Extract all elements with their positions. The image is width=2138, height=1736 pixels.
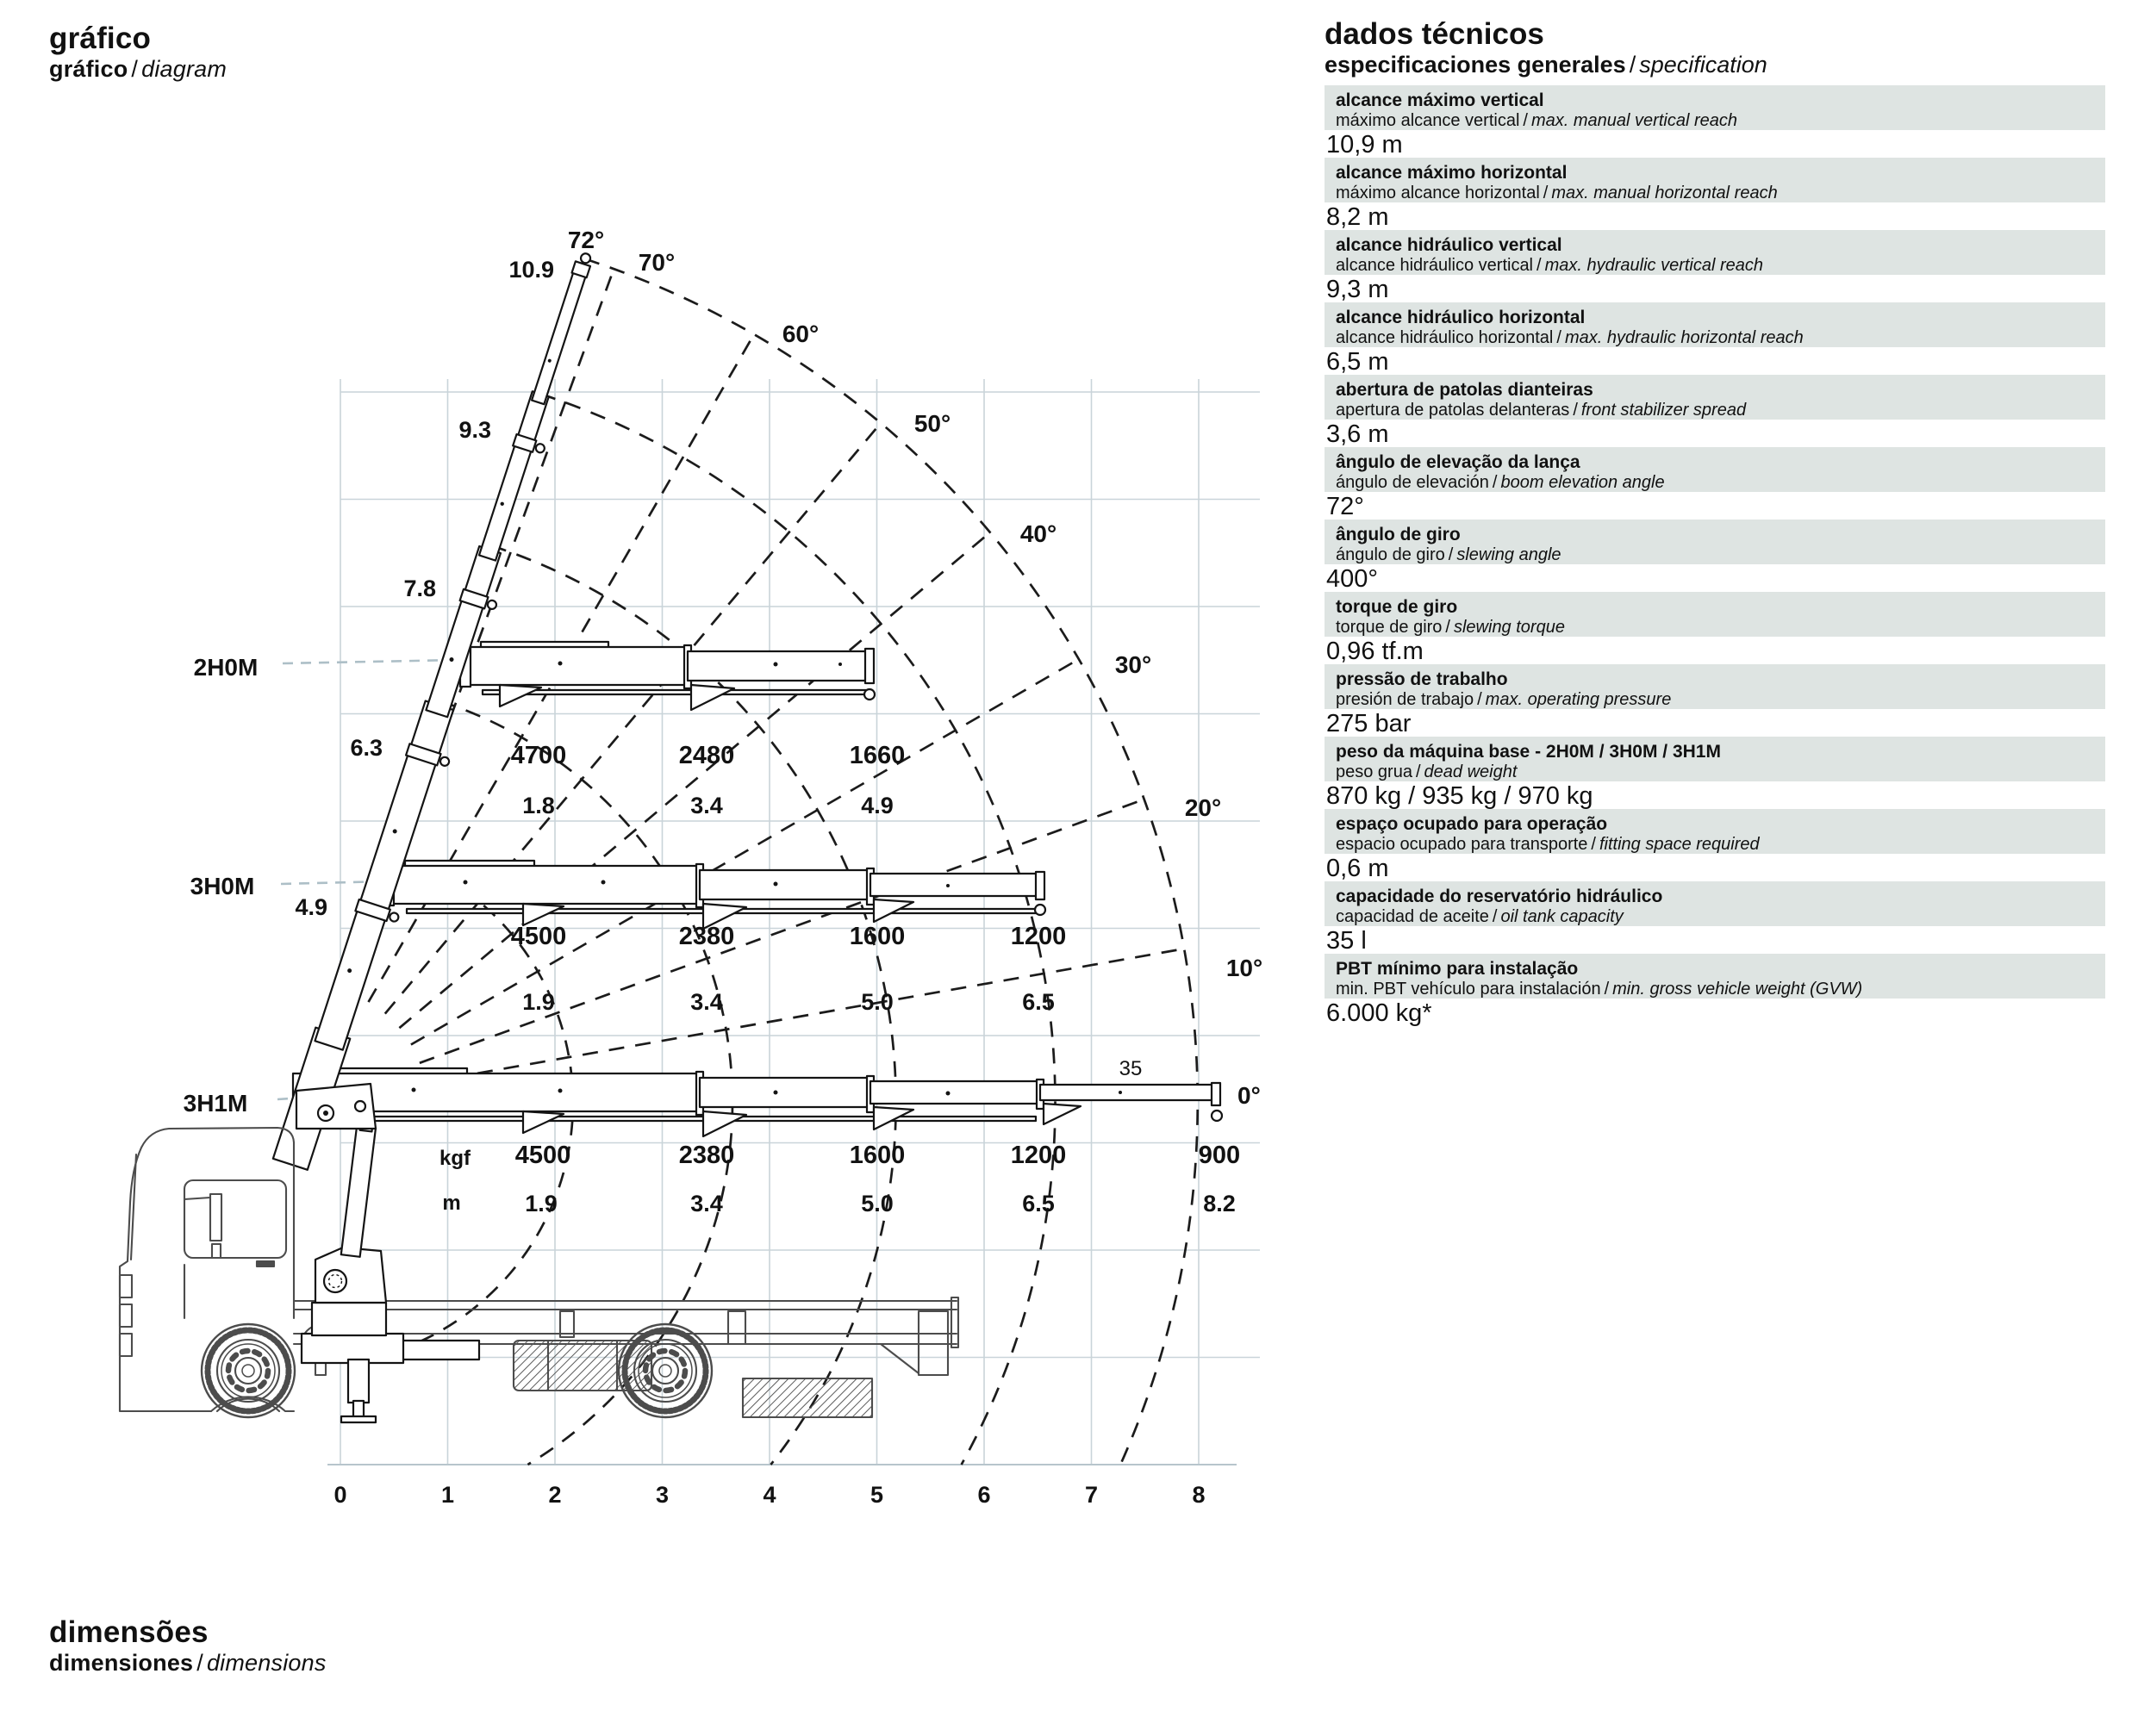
spec-label-en: max. manual vertical reach (1530, 111, 1737, 131)
distance-value: 1.8 (522, 793, 555, 818)
spec-row (1325, 447, 2105, 520)
axis-tick: 2 (548, 1482, 562, 1508)
distance-value: 8.2 (1203, 1191, 1236, 1216)
specs-subtitle-es: especificaciones generales (1325, 51, 1626, 78)
boom-2h0m (460, 642, 875, 710)
unit-label-distance: m (442, 1192, 461, 1215)
spec-label-translations (1336, 618, 2094, 638)
height-label: 4.9 (295, 894, 327, 920)
load-value: 4500 (514, 1142, 571, 1169)
separator: / (1448, 545, 1454, 565)
load-value: 4500 (510, 923, 567, 950)
spec-row (1325, 954, 2105, 1026)
spec-label (1325, 230, 2105, 275)
spec-label-es: máximo alcance horizontal (1336, 184, 1540, 203)
spec-label (1325, 375, 2105, 420)
spec-value: 400° (1326, 565, 1378, 594)
spec-value: 9,3 m (1326, 276, 1389, 304)
distance-value: 3.4 (690, 1191, 723, 1216)
spec-value: 275 bar (1326, 710, 1412, 738)
jib-note: 35 (1119, 1057, 1143, 1080)
spec-row (1325, 737, 2105, 809)
spec-label-es: ángulo de giro (1336, 545, 1445, 565)
spec-label-translations (1336, 762, 2094, 782)
angle-label: 72° (567, 227, 605, 253)
separator: / (1573, 401, 1578, 420)
spec-label-translations (1336, 473, 2094, 493)
spec-label-es: peso grua (1336, 762, 1412, 782)
separator: / (131, 55, 139, 82)
spec-label-en: dead weight (1424, 762, 1518, 782)
specs-title: dados técnicos (1325, 17, 1544, 51)
height-label: 7.8 (403, 576, 436, 601)
spec-row (1325, 302, 2105, 375)
spec-label-translations (1336, 256, 2094, 276)
axis-tick: 1 (440, 1482, 455, 1508)
separator: / (1556, 328, 1561, 348)
spec-label-en: max. manual horizontal reach (1551, 184, 1778, 203)
spec-label (1325, 954, 2105, 999)
truck-illustration (120, 1128, 958, 1417)
crane-base (296, 1084, 479, 1422)
spec-label-translations (1336, 835, 2094, 855)
separator: / (1543, 184, 1549, 203)
separator: / (1445, 618, 1450, 638)
spec-table (1325, 85, 2105, 1026)
distance-value: 1.9 (525, 1191, 558, 1216)
spec-label (1325, 809, 2105, 854)
spec-label-en: fitting space required (1599, 835, 1760, 855)
unit-label-load: kgf (439, 1147, 471, 1170)
load-value: 1660 (849, 742, 906, 769)
dimensions-subtitle-en: dimensions (206, 1649, 327, 1676)
angle-label: 10° (1225, 955, 1263, 981)
spec-label-en: oil tank capacity (1500, 907, 1624, 927)
load-value: 4700 (510, 742, 567, 769)
separator: / (1415, 762, 1421, 782)
spec-value: 6.000 kg* (1326, 999, 1432, 1028)
spec-label-en: max. hydraulic vertical reach (1544, 256, 1764, 276)
angle-label: 40° (1019, 520, 1057, 547)
angle-label: 70° (638, 249, 676, 276)
specs-subtitle-en: specification (1639, 51, 1767, 78)
height-label: 10.9 (508, 257, 554, 283)
distance-value: 5.0 (861, 1191, 894, 1216)
spec-label-pt: ângulo de elevação da lança (1336, 452, 1580, 473)
config-label: 3H1M (183, 1090, 248, 1117)
distance-value: 6.5 (1022, 989, 1055, 1015)
spec-label-es: presión de trabajo (1336, 690, 1474, 710)
distance-value: 6.5 (1022, 1191, 1055, 1216)
diagram-title: gráfico (49, 22, 152, 55)
axis-tick: 6 (977, 1482, 991, 1508)
diagram-subtitle-en: diagram (141, 55, 228, 82)
spec-label-pt: ângulo de giro (1336, 525, 1461, 545)
distance-value: 5.0 (861, 989, 894, 1015)
distance-value: 3.4 (690, 793, 723, 818)
load-value: 900 (1198, 1142, 1241, 1169)
spec-label-es: torque de giro (1336, 618, 1443, 638)
spec-label-pt: abertura de patolas dianteiras (1336, 380, 1593, 401)
spec-row (1325, 375, 2105, 447)
spec-row (1325, 230, 2105, 302)
spec-label-es: apertura de patolas delanteras (1336, 401, 1570, 420)
axis-tick: 4 (763, 1482, 776, 1508)
config-label: 3H0M (190, 873, 255, 899)
spec-label-pt: alcance hidráulico vertical (1336, 235, 1562, 256)
spec-label-pt: capacidade do reservatório hidráulico (1336, 887, 1663, 907)
boom-72deg (273, 248, 612, 1173)
axis-tick: 7 (1084, 1482, 1099, 1508)
angle-label: 50° (913, 410, 951, 437)
spec-value: 8,2 m (1326, 203, 1389, 232)
spec-label-pt: torque de giro (1336, 597, 1458, 618)
spec-label-translations (1336, 907, 2094, 927)
spec-label (1325, 85, 2105, 130)
spec-label-translations (1336, 401, 2094, 420)
spec-label-es: espacio ocupado para transporte (1336, 835, 1588, 855)
spec-label-es: capacidad de aceite (1336, 907, 1489, 927)
spec-label-translations (1336, 690, 2094, 710)
separator: / (1604, 980, 1610, 999)
spec-label-es: min. PBT vehículo para instalación (1336, 980, 1601, 999)
front-wheel (202, 1324, 295, 1417)
spec-label-pt: espaço ocupado para operação (1336, 814, 1608, 835)
spec-label (1325, 158, 2105, 202)
load-value: 1200 (1010, 923, 1067, 950)
spec-label (1325, 592, 2105, 637)
spec-label-es: alcance hidráulico vertical (1336, 256, 1534, 276)
spec-row (1325, 809, 2105, 881)
spec-label-en: max. operating pressure (1485, 690, 1672, 710)
load-value: 1200 (1010, 1142, 1067, 1169)
separator: / (1629, 51, 1636, 78)
axis-tick: 5 (870, 1482, 884, 1508)
dimensions-subtitle-es: dimensiones (49, 1649, 194, 1676)
spec-label-pt: alcance hidráulico horizontal (1336, 308, 1586, 328)
technical-data-panel (1325, 19, 2105, 1026)
separator: / (1492, 907, 1498, 927)
spec-label-en: min. gross vehicle weight (GVW) (1612, 980, 1863, 999)
spec-label-es: máximo alcance vertical (1336, 111, 1520, 131)
distance-value: 4.9 (861, 793, 894, 818)
spec-value: 0,96 tf.m (1326, 638, 1424, 666)
spec-label (1325, 447, 2105, 492)
separator: / (1492, 473, 1498, 493)
spec-row (1325, 664, 2105, 737)
spec-value: 35 l (1326, 927, 1367, 955)
boom-3h1m (293, 1068, 1222, 1136)
config-label: 2H0M (193, 654, 259, 681)
spec-value: 3,6 m (1326, 420, 1389, 449)
spec-value: 0,6 m (1326, 855, 1389, 883)
load-value: 2380 (678, 1142, 735, 1169)
distance-value: 1.9 (522, 989, 555, 1015)
spec-label-pt: PBT mínimo para instalação (1336, 959, 1579, 980)
spec-label-pt: pressão de trabalho (1336, 669, 1508, 690)
angle-label: 60° (782, 320, 820, 347)
spec-label-translations (1336, 545, 2094, 565)
separator: / (196, 1649, 203, 1676)
spec-label-es: alcance hidráulico horizontal (1336, 328, 1554, 348)
angle-label: 0° (1237, 1082, 1261, 1109)
axis-tick: 0 (333, 1482, 347, 1508)
x-axis-labels (333, 1482, 1205, 1508)
load-value: 1600 (849, 923, 906, 950)
dimensions-title: dimensões (49, 1615, 209, 1649)
diagram-subtitle-es: gráfico (49, 55, 128, 82)
spec-row (1325, 85, 2105, 158)
spec-label-pt: alcance máximo horizontal (1336, 163, 1568, 184)
specs-subtitle (1325, 53, 2105, 78)
spec-label-en: front stabilizer spread (1580, 401, 1747, 420)
spec-label (1325, 302, 2105, 347)
spec-value: 870 kg / 935 kg / 970 kg (1326, 782, 1593, 811)
height-label: 9.3 (458, 417, 491, 443)
spec-row (1325, 881, 2105, 954)
separator: / (1523, 111, 1528, 131)
load-value: 2480 (678, 742, 735, 769)
spec-label-translations (1336, 111, 2094, 131)
load-value: 1600 (849, 1142, 906, 1169)
axis-tick: 8 (1192, 1482, 1206, 1508)
spec-label-translations (1336, 184, 2094, 203)
spec-label-translations (1336, 328, 2094, 348)
spec-label-en: slewing angle (1456, 545, 1561, 565)
spec-value: 72° (1326, 493, 1364, 521)
axis-tick: 3 (655, 1482, 670, 1508)
boom-3h0m (383, 861, 1045, 929)
spec-label (1325, 520, 2105, 564)
spec-label (1325, 881, 2105, 926)
spec-label-en: boom elevation angle (1500, 473, 1665, 493)
load-value: 2380 (678, 923, 735, 950)
angle-label: 30° (1114, 651, 1152, 678)
spec-row (1325, 158, 2105, 230)
spec-row (1325, 520, 2105, 592)
distance-value: 3.4 (690, 989, 723, 1015)
separator: / (1591, 835, 1596, 855)
spec-label-en: slewing torque (1453, 618, 1565, 638)
spec-label-pt: alcance máximo vertical (1336, 90, 1544, 111)
spec-label (1325, 664, 2105, 709)
spec-label-es: ángulo de elevación (1336, 473, 1489, 493)
spec-label-translations (1336, 980, 2094, 999)
spec-value: 6,5 m (1326, 348, 1389, 376)
angle-label: 20° (1184, 794, 1222, 821)
spec-row (1325, 592, 2105, 664)
spec-value: 10,9 m (1326, 131, 1403, 159)
spec-label (1325, 737, 2105, 781)
spec-label-pt: peso da máquina base - 2H0M / 3H0M / 3H1M (1336, 742, 1721, 762)
separator: / (1477, 690, 1482, 710)
separator: / (1536, 256, 1542, 276)
height-label: 6.3 (350, 735, 383, 761)
spec-label-en: max. hydraulic horizontal reach (1564, 328, 1804, 348)
